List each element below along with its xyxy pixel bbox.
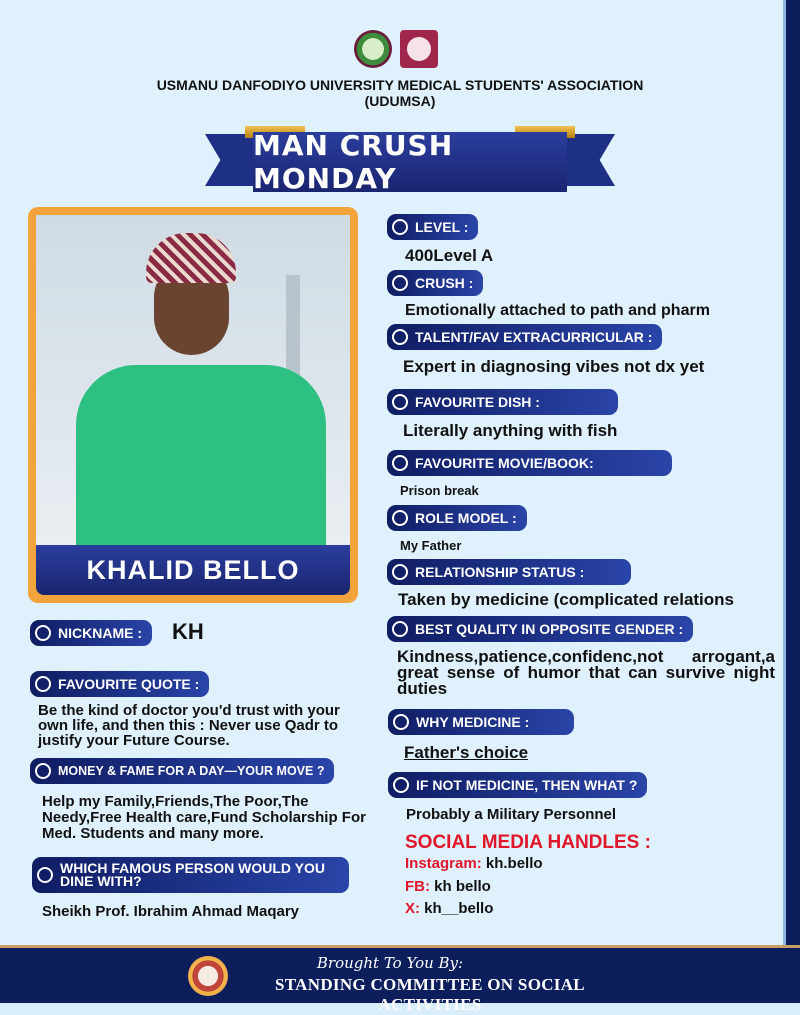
ring-icon bbox=[35, 763, 51, 779]
relationship-value: Taken by medicine (complicated relations bbox=[398, 590, 735, 609]
level-label: LEVEL : bbox=[387, 214, 478, 240]
ring-icon bbox=[35, 676, 51, 692]
ring-icon bbox=[392, 329, 408, 345]
udus-logo-icon bbox=[354, 30, 392, 68]
quote-value: Be the kind of doctor you'd trust with your own life, and then this : Never use Qadr to justify your Future Course. bbox=[38, 702, 340, 749]
crush-label: CRUSH : bbox=[387, 270, 483, 296]
university-title: USMANU DANFODIYO UNIVERSITY MEDICAL STUDENTS' ASSOCIATION (UDUMSA) bbox=[156, 77, 644, 109]
ifnot-value: Probably a Military Personnel bbox=[406, 806, 617, 823]
relationship-label: RELATIONSHIP STATUS : bbox=[387, 559, 631, 585]
profile-card bbox=[28, 207, 358, 603]
ring-icon bbox=[392, 455, 408, 471]
name-plate bbox=[36, 545, 350, 595]
crush-value: Emotionally attached to path and pharm bbox=[405, 302, 710, 319]
money-value: Help my Family,Friends,The Poor,The Needy,Free Health care,Fund Scholarship For Med. Students and many more. bbox=[42, 793, 366, 842]
movie-value: Prison break bbox=[400, 483, 479, 498]
ring-icon bbox=[37, 867, 53, 883]
ring-icon bbox=[392, 219, 408, 235]
social-title: SOCIAL MEDIA HANDLES : bbox=[405, 832, 651, 853]
why-label: WHY MEDICINE : bbox=[388, 709, 574, 735]
ring-icon bbox=[392, 564, 408, 580]
quote-label: FAVOURITE QUOTE : bbox=[30, 671, 209, 697]
ring-icon bbox=[35, 625, 51, 641]
ring-icon bbox=[392, 621, 408, 637]
quality-label: BEST QUALITY IN OPPOSITE GENDER : bbox=[387, 616, 693, 642]
quality-value: Kindness,patience,confidenc,not arrogant,a great sense of humor that can survive night duties bbox=[397, 647, 775, 698]
nickname-value: KH bbox=[172, 619, 204, 644]
role-label: ROLE MODEL : bbox=[387, 505, 527, 531]
side-stripe bbox=[786, 0, 800, 945]
banner-title: MAN CRUSH MONDAY bbox=[253, 129, 454, 195]
ring-icon bbox=[393, 777, 409, 793]
talent-value: Expert in diagnosing vibes not dx yet bbox=[403, 357, 705, 376]
ifnot-label: IF NOT MEDICINE, THEN WHAT ? bbox=[388, 772, 647, 798]
social-x: X: kh__bello bbox=[405, 900, 494, 917]
dine-label: WHICH FAMOUS PERSON WOULD YOU DINE WITH? bbox=[32, 857, 349, 893]
footer-by: Brought To You By: bbox=[316, 954, 464, 972]
role-value: My Father bbox=[400, 538, 462, 553]
why-value: Father's choice bbox=[404, 743, 529, 762]
udumsa-logo-icon bbox=[400, 30, 438, 68]
ring-icon bbox=[392, 394, 408, 410]
footer bbox=[0, 945, 800, 1014]
level-value: 400Level A bbox=[405, 246, 494, 265]
movie-label: FAVOURITE MOVIE/BOOK: bbox=[387, 450, 672, 476]
profile-photo bbox=[36, 215, 350, 547]
dish-label: FAVOURITE DISH : bbox=[387, 389, 618, 415]
ring-icon bbox=[393, 714, 409, 730]
footer-committee: STANDING COMMITTEE ON SOCIAL ACTIVITIES bbox=[275, 975, 585, 1014]
talent-label: TALENT/FAV EXTRACURRICULAR : bbox=[387, 324, 662, 350]
dish-value: Literally anything with fish bbox=[403, 421, 618, 440]
ring-icon bbox=[392, 510, 408, 526]
nickname-label: NICKNAME : bbox=[30, 620, 152, 646]
social-instagram: Instagram: kh.bello bbox=[405, 855, 543, 872]
social-fb: FB: kh bello bbox=[405, 878, 491, 895]
money-label: MONEY & FAME FOR A DAY—YOUR MOVE ? bbox=[30, 758, 334, 784]
ring-icon bbox=[392, 275, 408, 291]
committee-seal-icon bbox=[188, 956, 228, 996]
profile-name: KHALID BELLO bbox=[86, 554, 300, 585]
title-banner bbox=[205, 126, 615, 194]
dine-value: Sheikh Prof. Ibrahim Ahmad Maqary bbox=[42, 903, 299, 920]
